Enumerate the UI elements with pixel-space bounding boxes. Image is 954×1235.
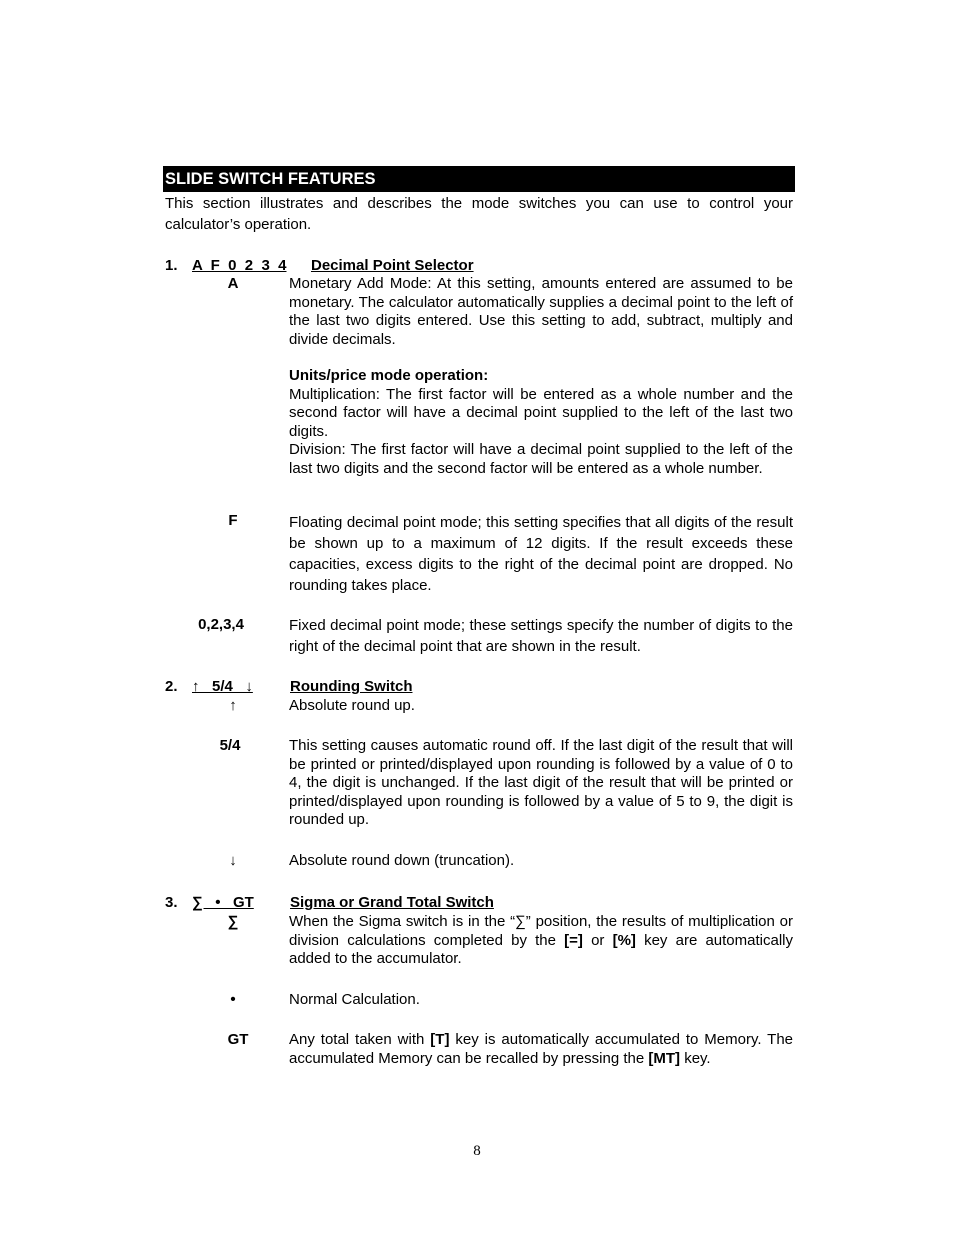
- section-title-decimal-point-selector: Decimal Point Selector: [311, 257, 474, 274]
- option-code-normal: •: [230, 991, 236, 1008]
- option-code-fixed: 0,2,3,4: [198, 616, 244, 633]
- division-text: Division: The first factor will have a decimal point supplied to the left of the last two digits and the second factor will be entered as a whole number.: [289, 441, 793, 477]
- total-key: [T]: [430, 1031, 450, 1048]
- option-text-a: [289, 275, 793, 478]
- gt-text-c: key.: [684, 1049, 711, 1067]
- memory-total-key: [MT]: [648, 1049, 681, 1067]
- option-code-round-down: ↓: [229, 852, 237, 869]
- gt-text-a: Any total taken with: [289, 1031, 425, 1048]
- option-text-round-down: Absolute round down (truncation).: [289, 852, 515, 869]
- monetary-add-mode-text: Monetary Add Mode: At this setting, amounts entered are assumed to be monetary. The calculator automatically supplies a decimal point to the left of the last two digits entered. Use this setting to add, subtract, multiply and divide decimals.: [289, 275, 793, 348]
- gt-text-b: key is automatically accumulated to Memory. The accumulated Memory can be recalled by pressing the: [289, 1031, 794, 1067]
- percent-key: [%]: [612, 931, 636, 949]
- section-number-2: 2.: [165, 678, 178, 695]
- sigma-text-a: When the Sigma switch is in the “∑” position, the results of multiplication or division calculations completed by the: [289, 913, 793, 949]
- option-text-gt: [289, 1031, 793, 1068]
- section-banner: SLIDE SWITCH FEATURES: [163, 166, 795, 192]
- sigma-text-b: or: [591, 931, 605, 949]
- option-code-gt: GT: [227, 1031, 249, 1048]
- option-code-sigma: ∑: [227, 913, 239, 930]
- option-code-a: A: [227, 275, 239, 292]
- sigma-text-c: key are automatically added to the accumulator.: [289, 931, 793, 967]
- units-price-heading: Units/price mode operation:: [289, 367, 489, 384]
- section-number-3: 3.: [165, 894, 178, 911]
- option-text-sigma: [289, 913, 793, 969]
- option-code-f: F: [228, 512, 238, 529]
- option-text-round-up: Absolute round up.: [289, 697, 415, 714]
- switch-label-sigma: ∑ • GT: [192, 894, 254, 911]
- section-title-rounding-switch: Rounding Switch: [290, 678, 413, 695]
- section-title-sigma-grand-total: Sigma or Grand Total Switch: [290, 894, 494, 911]
- switch-label-decimal: A F 0 2 3 4: [192, 257, 287, 274]
- intro-paragraph: This section illustrates and describes the mode switches you can use to control your calculator’s operation.: [165, 195, 793, 233]
- option-code-round-up: ↑: [229, 697, 237, 714]
- option-text-fixed: Fixed decimal point mode; these settings specify the number of digits to the right of the decimal point that are shown in the result.: [289, 617, 793, 655]
- option-text-5-4: This setting causes automatic round off. If the last digit of the result that will be printed or printed/displayed upon rounding is followed by a value of 0 to 4, the digit is unchanged. If the last digit of the result that will be printed or printed/displayed upon rounding is followed by a value of 5 to 9, the digit is rounded up.: [289, 737, 793, 828]
- option-text-normal: Normal Calculation.: [289, 991, 420, 1008]
- section-number-1: 1.: [165, 257, 178, 274]
- equals-key: [=]: [564, 931, 583, 949]
- option-text-f: Floating decimal point mode; this setting specifies that all digits of the result be shown up to a maximum of 12 digits. If the result exceeds these capacities, excess digits to the right of the decimal point are dropped. No rounding takes place.: [289, 514, 793, 594]
- option-code-5-4: 5/4: [219, 737, 241, 754]
- page-number: 8: [473, 1143, 481, 1159]
- multiplication-text: Multiplication: The first factor will be entered as a whole number and the second factor will have a decimal point supplied to the left of the last two digits.: [289, 385, 793, 440]
- switch-label-rounding: ↑ 5/4 ↓: [192, 678, 253, 695]
